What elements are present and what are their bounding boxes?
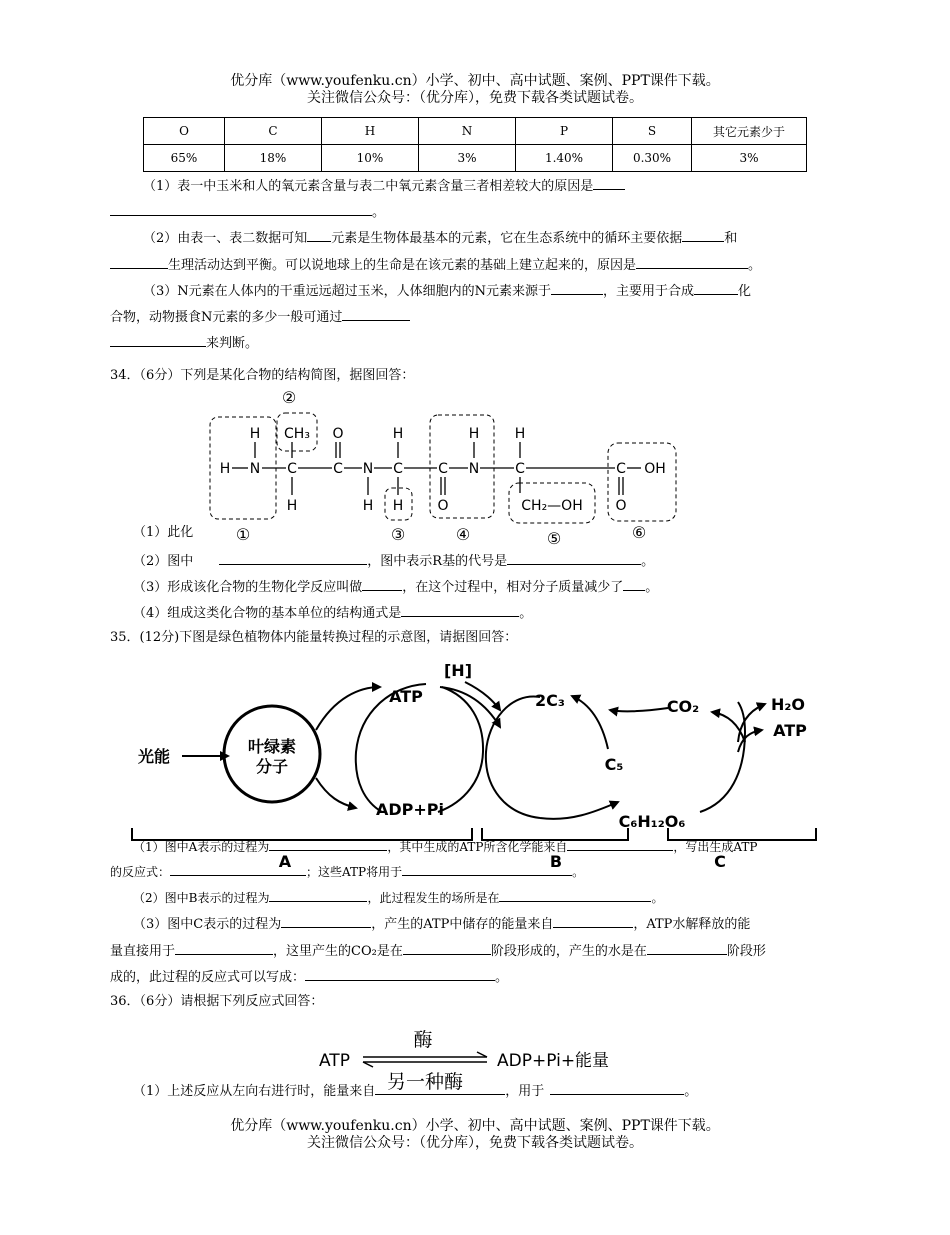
q33-part2-text: （2）由表一、表二数据可知 xyxy=(143,231,308,246)
label-3: ③ xyxy=(390,525,406,544)
atom-n: N xyxy=(362,461,374,477)
answer-blank[interactable] xyxy=(110,255,168,269)
q35-part1 xyxy=(133,837,758,856)
table-cell: 10% xyxy=(322,145,419,172)
answer-blank[interactable] xyxy=(567,837,673,851)
q35-part3-text: 成的，此过程的反应式可以写成： xyxy=(110,970,306,985)
answer-blank[interactable] xyxy=(401,603,519,617)
q34-title: 34．（6分）下列是某化合物的结构简图，据图回答： xyxy=(110,368,415,383)
q35-part1-text: 的反应式： xyxy=(110,865,171,879)
atom-c: C xyxy=(287,461,297,477)
co2-arrow xyxy=(610,708,668,711)
q34-part3 xyxy=(133,577,658,597)
atom-c: C xyxy=(393,461,403,477)
chlorophyll-label-2: 分子 xyxy=(255,757,289,776)
q34-part1: （1）此化 xyxy=(133,525,194,540)
q34-part4-end: 。 xyxy=(519,606,533,621)
label-1: ① xyxy=(235,525,251,544)
q35-part1-text: ，其中生成的ATP所含化学能来自 xyxy=(387,840,568,854)
answer-blank[interactable] xyxy=(110,333,206,347)
q34-part4 xyxy=(133,603,532,623)
table-cell: 1.40% xyxy=(516,145,613,172)
answer-blank[interactable] xyxy=(219,551,367,565)
answer-blank[interactable] xyxy=(307,228,331,242)
answer-blank[interactable] xyxy=(551,281,603,295)
q35-part2-end: 。 xyxy=(651,891,664,905)
c3-label: 2C₃ xyxy=(535,691,565,710)
q33-part3-text: 合物，动物摄食N元素的多少一般可通过 xyxy=(110,310,343,325)
q35-part3-end: 。 xyxy=(495,970,509,985)
q33-part1-text: （1）表一中玉米和人的氧元素含量与表二中氧元素含量三者相差较大的原因是 xyxy=(143,179,594,194)
q33-part3 xyxy=(143,281,751,301)
table-cell: 0.30% xyxy=(613,145,692,172)
answer-blank[interactable] xyxy=(362,577,402,591)
q35-part2-text: （2）图中B表示的过程为 xyxy=(133,891,270,905)
q33-part2-text: 元素是生物体最基本的元素，它在生态系统中的循环主要依据 xyxy=(331,231,683,246)
q34-part2-text: ，图中表示R基的代号是 xyxy=(367,554,508,569)
adp-label: ADP+Pi xyxy=(375,800,445,819)
answer-blank[interactable] xyxy=(269,837,387,851)
q35-part1-cont xyxy=(110,862,584,881)
q35-title: 35．(12分)下图是绿色植物体内能量转换过程的示意图，请据图回答： xyxy=(110,630,518,645)
q33-part3-cont xyxy=(110,307,410,327)
table-cell: C xyxy=(225,118,322,145)
atom-n: N xyxy=(249,461,261,477)
q33-part3-text: 化 xyxy=(738,284,752,299)
header-line-1: 优分库（www.youfenku.cn）小学、初中、高中试题、案例、PPT课件下载。 xyxy=(230,73,720,89)
answer-blank[interactable] xyxy=(550,1081,684,1095)
label-5: ⑤ xyxy=(546,529,562,545)
q33-part1-end: 。 xyxy=(372,205,386,220)
cycle-arc-a-right xyxy=(438,687,483,812)
atom-c: C xyxy=(333,461,343,477)
q33-part1-cont xyxy=(110,202,385,222)
answer-blank[interactable] xyxy=(682,228,724,242)
footer-line-2: 关注微信公众号：（优分库），免费下载各类试题试卷。 xyxy=(307,1135,643,1151)
atom-h: H xyxy=(286,498,298,514)
table-cell: S xyxy=(613,118,692,145)
atom-o: O xyxy=(437,498,449,514)
q35-part2 xyxy=(133,888,664,907)
atom-c: C xyxy=(438,461,448,477)
q36-part1-end: 。 xyxy=(684,1084,698,1099)
process-b-label: B xyxy=(549,852,563,871)
q36-part1 xyxy=(133,1081,697,1101)
atom-ch2oh: CH₂—OH xyxy=(521,498,583,514)
atom-h: H xyxy=(468,426,480,442)
q34-part3-text: ，在这个过程中，相对分子质量减少了 xyxy=(402,580,624,595)
atom-h: H xyxy=(362,498,374,514)
h-label: [H] xyxy=(443,661,473,680)
table-cell: 3% xyxy=(692,145,807,172)
co2-label: CO₂ xyxy=(666,697,700,716)
q34-part2 xyxy=(133,551,654,571)
atom-h: H xyxy=(392,426,404,442)
q34-part3-text: （3）形成该化合物的生物化学反应叫做 xyxy=(133,580,363,595)
q35-part2-text: ，此过程发生的场所是在 xyxy=(367,891,500,905)
table-header-row xyxy=(144,118,807,145)
q35-part3-text: ，这里产生的CO₂是在 xyxy=(273,944,403,959)
h2o-label: H₂O xyxy=(771,695,805,714)
chlorophyll-label: 叶绿素 xyxy=(247,737,297,756)
atom-c: C xyxy=(515,461,525,477)
atom-n: N xyxy=(468,461,480,477)
q33-part2-cont xyxy=(110,255,761,275)
q35-part3-cont xyxy=(110,941,766,961)
q35-part3-text: ，产生的ATP中储存的能量来自 xyxy=(371,917,554,932)
atom-oh: OH xyxy=(644,461,666,477)
c5-label: C₅ xyxy=(604,755,624,774)
q36-part1-text: （1）上述反应从左向右进行时，能量来自 xyxy=(133,1084,376,1099)
q33-part2 xyxy=(143,228,737,248)
atom-h: H xyxy=(392,498,404,514)
answer-blank[interactable] xyxy=(553,914,633,928)
co2-return-arrow xyxy=(712,712,745,742)
answer-blank[interactable] xyxy=(305,967,495,981)
answer-blank[interactable] xyxy=(175,941,273,955)
table-cell: P xyxy=(516,118,613,145)
q33-part2-text: 生理活动达到平衡。可以说地球上的生命是在该元素的基础上建立起来的，原因是 xyxy=(168,258,637,273)
q35-part1-text: ，写出生成ATP xyxy=(673,840,758,854)
table-cell: H xyxy=(322,118,419,145)
q34-part3-end: 。 xyxy=(645,580,659,595)
q36-title: 36．（6分）请根据下列反应式回答： xyxy=(110,994,324,1009)
answer-blank[interactable] xyxy=(110,202,372,216)
q35-part3-text: 阶段形成的，产生的水是在 xyxy=(490,944,647,959)
answer-blank[interactable] xyxy=(507,551,641,565)
answer-blank[interactable] xyxy=(499,888,651,902)
answer-blank[interactable] xyxy=(593,176,625,190)
answer-blank[interactable] xyxy=(281,914,371,928)
eq-right: ADP+Pi+能量 xyxy=(497,1051,610,1071)
q33-part2-end: 。 xyxy=(748,258,762,273)
to-glucose-arrow xyxy=(540,802,618,819)
atom-h: H xyxy=(219,461,231,477)
answer-blank[interactable] xyxy=(402,862,572,876)
answer-blank[interactable] xyxy=(375,1081,505,1095)
answer-blank[interactable] xyxy=(647,941,727,955)
atp-arrow xyxy=(316,687,380,730)
answer-blank[interactable] xyxy=(694,281,738,295)
q33-part2-text: 和 xyxy=(724,231,738,246)
answer-blank[interactable] xyxy=(403,941,491,955)
q35-part3 xyxy=(133,914,750,934)
q34-part2-end: 。 xyxy=(641,554,655,569)
process-a-label: A xyxy=(278,852,292,871)
q36-part1-text: ，用于 xyxy=(505,1084,545,1099)
q35-part1-end: 。 xyxy=(572,865,585,879)
eq-top: 酶 xyxy=(413,1029,433,1051)
equilibrium-arrows xyxy=(363,1052,487,1067)
q33-part3-text: （3）N元素在人体内的干重远远超过玉米，人体细胞内的N元素来源于 xyxy=(143,284,552,299)
table-cell: 65% xyxy=(144,145,225,172)
answer-blank[interactable] xyxy=(623,577,645,591)
respiration-arc xyxy=(700,702,745,812)
atp2-label: ATP xyxy=(773,721,807,740)
table-cell: O xyxy=(144,118,225,145)
atom-o: O xyxy=(615,498,627,514)
footer-line-1: 优分库（www.youfenku.cn）小学、初中、高中试题、案例、PPT课件下载。 xyxy=(230,1118,720,1134)
table-cell: 其它元素少于 xyxy=(692,118,807,145)
peptide-structure-diagram xyxy=(205,385,685,545)
atom-h: H xyxy=(514,426,526,442)
q35-part3-text: （3）图中C表示的过程为 xyxy=(133,917,282,932)
answer-blank[interactable] xyxy=(636,255,748,269)
q34-part2-text: （2）图中 xyxy=(133,554,194,569)
q35-part3-cont2 xyxy=(110,967,508,987)
answer-blank[interactable] xyxy=(170,862,306,876)
header-line-2: 关注微信公众号：（优分库），免费下载各类试题试卷。 xyxy=(307,90,643,106)
glucose-label: C₆H₁₂O₆ xyxy=(618,812,686,831)
atom-ch3: CH₃ xyxy=(284,426,310,442)
q35-part3-text: 量直接用于 xyxy=(110,944,176,959)
table-value-row xyxy=(144,145,807,172)
table-cell: N xyxy=(419,118,516,145)
q35-part3-text: ，ATP水解释放的能 xyxy=(633,917,751,932)
atp-label: ATP xyxy=(389,687,423,706)
atom-c: C xyxy=(616,461,626,477)
eq-left: ATP xyxy=(319,1051,350,1071)
q33-part3-cont2 xyxy=(110,333,258,353)
adp-arrow xyxy=(316,778,356,808)
table-cell: 18% xyxy=(225,145,322,172)
element-table xyxy=(143,117,807,172)
q34-part4-text: （4）组成这类化合物的基本单位的结构通式是 xyxy=(133,606,402,621)
c5-to-c3-arrow xyxy=(572,696,608,749)
q33-part1 xyxy=(143,176,625,196)
label-4: ④ xyxy=(455,525,471,544)
q35-part1-text: ；这些ATP将用于 xyxy=(306,865,403,879)
q33-part3-end: 来判断。 xyxy=(206,336,259,351)
atom-h: H xyxy=(249,426,261,442)
q33-part3-text: ，主要用于合成 xyxy=(603,284,695,299)
answer-blank[interactable] xyxy=(342,307,410,321)
process-c-label: C xyxy=(714,852,726,871)
answer-blank[interactable] xyxy=(269,888,367,902)
table-cell: 3% xyxy=(419,145,516,172)
label-2: ② xyxy=(281,388,297,407)
label-6: ⑥ xyxy=(631,523,647,542)
eq-bottom: 另一种酶 xyxy=(386,1071,464,1092)
light-label: 光能 xyxy=(138,747,171,766)
atom-o: O xyxy=(332,426,344,442)
q35-part1-text: （1）图中A表示的过程为 xyxy=(133,840,270,854)
calvin-arc xyxy=(486,696,540,818)
q35-part3-text: 阶段形 xyxy=(726,944,766,959)
